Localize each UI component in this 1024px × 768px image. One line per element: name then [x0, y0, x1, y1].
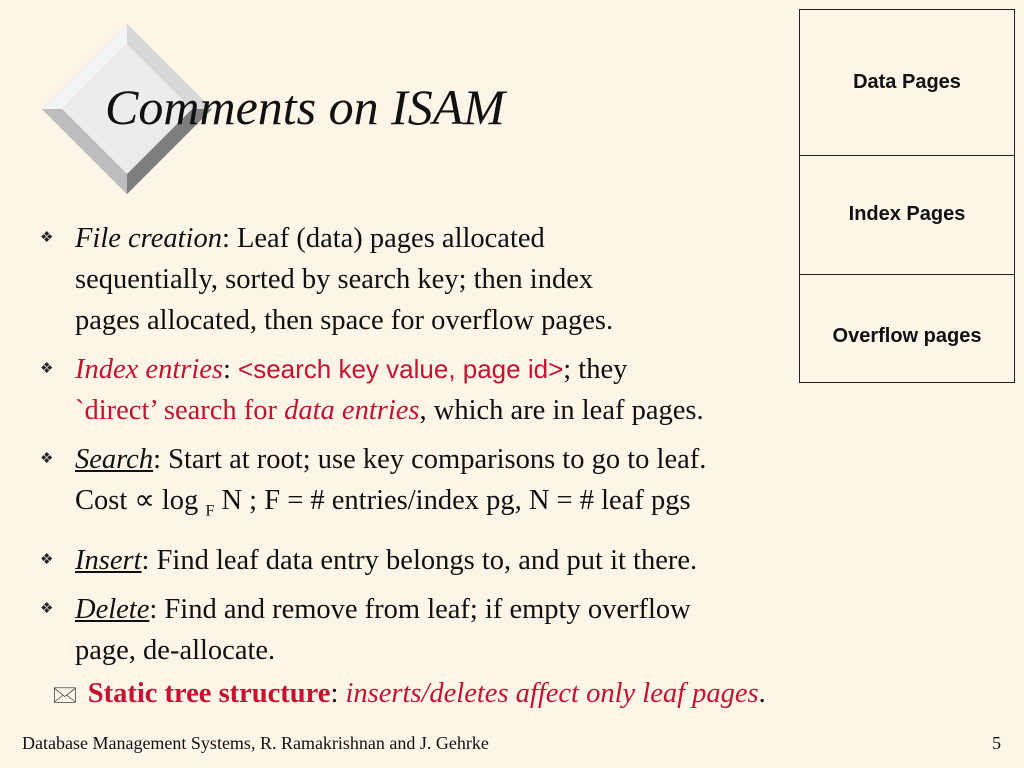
static-tree-note [52, 678, 766, 716]
bullet-file-creation [40, 218, 920, 341]
diamond-bullet-icon: ❖ [40, 451, 54, 467]
proportional-symbol: ∝ [134, 485, 155, 516]
note-end: . [758, 678, 766, 709]
separator: : [222, 354, 239, 385]
diamond-bullet-icon: ❖ [40, 551, 54, 568]
bullet-label: Index entries [75, 354, 223, 385]
bullet-text: Leaf (data) pages allocated [237, 223, 545, 254]
diamond-bullet-icon: ❖ [40, 230, 54, 246]
cost-formula: N ; F = # entries/index pg, N = # leaf pgs [214, 485, 691, 516]
slide-title: Comments on ISAM [105, 79, 505, 135]
bullet-text: ; they [563, 354, 628, 385]
bullet-text: pages allocated, then space for overflow pages. [75, 305, 614, 336]
bullet-text: Start at root; use key comparisons to go to leaf. [168, 444, 707, 475]
bullet-list [40, 218, 920, 679]
bullet-index-entries [40, 349, 920, 431]
footer-citation: Database Management Systems, R. Ramakrishnan and J. Gehrke [22, 733, 489, 753]
separator: : [153, 444, 169, 475]
bullet-text: Find and remove from leaf; if empty overflow [164, 593, 691, 625]
diamond-bullet-icon: ❖ [40, 600, 54, 617]
bullet-label: Delete [75, 593, 150, 625]
bullet-text: , which are in leaf pages. [419, 395, 704, 426]
separator: : [149, 593, 165, 625]
bullet-text: sequentially, sorted by search key; then index [75, 264, 594, 295]
diamond-bullet-icon: ❖ [40, 361, 54, 377]
bullet-text: `direct’ search for [75, 395, 285, 426]
bullet-label: Search [75, 444, 154, 475]
cost-log: log [154, 485, 206, 516]
page-number: 5 [992, 733, 1001, 753]
cost-label: Cost [75, 485, 135, 516]
note-heading: Static tree structure [87, 678, 331, 709]
bullet-search [40, 439, 920, 532]
bullet-text: Find leaf data entry belongs to, and put it there. [156, 544, 698, 576]
note-text: inserts/deletes affect only leaf pages [345, 678, 759, 709]
bullet-label: File creation [75, 223, 222, 254]
index-pages-label: Index Pages [848, 203, 966, 225]
bullet-emphasis: data entries [284, 395, 420, 426]
bullet-insert [40, 540, 920, 581]
separator: : [141, 544, 157, 576]
separator: : [330, 678, 346, 709]
data-pages-label: Data Pages [853, 71, 961, 93]
index-entry-format: <search key value, page id> [238, 354, 564, 384]
bullet-text: page, de-allocate. [75, 634, 276, 666]
log-base: F [205, 502, 215, 520]
bullet-label: Insert [75, 544, 142, 576]
overflow-pages-label: Overflow pages [832, 324, 982, 347]
bullet-delete [40, 589, 920, 671]
envelope-icon: 🖂 [52, 682, 78, 707]
separator: : [221, 223, 237, 254]
